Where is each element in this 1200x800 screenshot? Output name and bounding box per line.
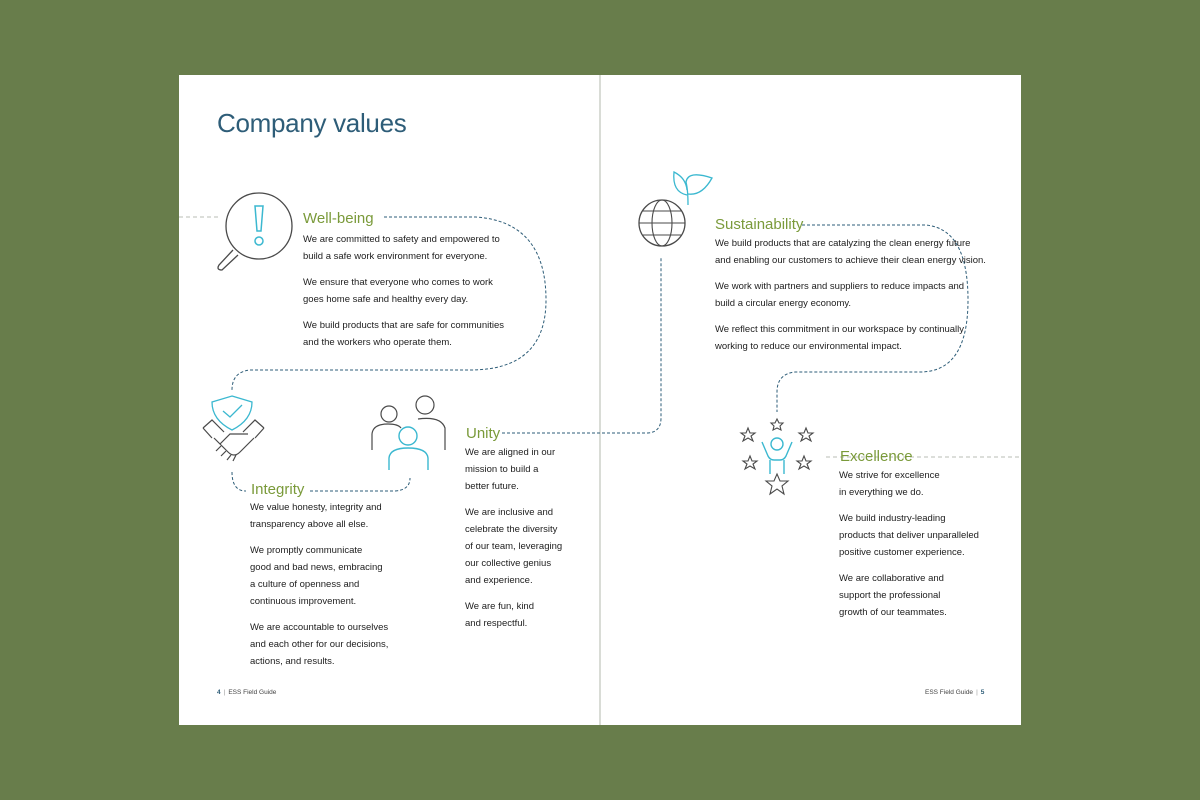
text-line: We are inclusive and bbox=[465, 507, 554, 518]
excellence-paragraph bbox=[839, 467, 1009, 501]
text-line: good and bad news, embracing bbox=[250, 562, 383, 573]
text-line: We ensure that everyone who comes to work bbox=[303, 277, 493, 288]
text-line: We build products that are safe for communities bbox=[303, 320, 505, 331]
text-line: goes home safe and healthy every day. bbox=[303, 294, 469, 305]
left-page-number: 4 bbox=[217, 689, 221, 696]
text-line: of our team, leveraging bbox=[465, 541, 563, 552]
integrity-paragraph bbox=[250, 619, 430, 670]
text-line: We promptly communicate bbox=[250, 545, 363, 556]
globe-sprout-icon bbox=[639, 172, 712, 246]
text-line: mission to build a bbox=[465, 464, 539, 475]
text-line: celebrate the diversity bbox=[465, 524, 558, 535]
wellbeing-paragraph bbox=[303, 317, 533, 351]
text-line: We reflect this commitment in our workspace by continually bbox=[715, 324, 965, 335]
page-title: Company values bbox=[217, 108, 407, 138]
right-page-number: 5 bbox=[980, 689, 985, 696]
right-footer-label: ESS Field Guide bbox=[925, 689, 974, 696]
wellbeing-paragraph bbox=[303, 274, 533, 308]
sustainability-paragraph bbox=[715, 321, 1010, 355]
text-line: products that deliver unparalleled bbox=[839, 530, 979, 541]
text-line: We work with partners and suppliers to reduce impacts and bbox=[715, 281, 965, 292]
text-line: build a safe work environment for everyone. bbox=[303, 251, 488, 262]
left-footer-label: ESS Field Guide bbox=[228, 689, 277, 696]
unity-heading: Unity bbox=[466, 425, 501, 442]
text-line: and experience. bbox=[465, 575, 533, 586]
text-line: a culture of openness and bbox=[250, 579, 360, 590]
text-line: We build industry-leading bbox=[839, 513, 946, 524]
text-line: We are accountable to ourselves bbox=[250, 622, 389, 633]
text-line: and respectful. bbox=[465, 618, 528, 629]
left-page-footer bbox=[217, 689, 276, 696]
text-line: and enabling our customers to achieve their clean energy vision. bbox=[715, 255, 986, 266]
sustainability-paragraph bbox=[715, 278, 1010, 312]
text-line: We are aligned in our bbox=[465, 447, 556, 458]
text-line: We build products that are catalyzing the clean energy future bbox=[715, 238, 971, 249]
text-line: We value honesty, integrity and bbox=[250, 502, 382, 513]
integrity-paragraph bbox=[250, 542, 430, 610]
integrity-paragraph bbox=[250, 499, 430, 533]
integrity-heading: Integrity bbox=[251, 481, 305, 498]
integrity-body bbox=[250, 499, 430, 679]
excellence-body bbox=[839, 467, 1009, 630]
text-line: build a circular energy economy. bbox=[715, 298, 852, 309]
unity-paragraph bbox=[465, 598, 585, 632]
text-line: working to reduce our environmental impact. bbox=[715, 341, 902, 352]
unity-body bbox=[465, 444, 585, 641]
text-line: We are fun, kind bbox=[465, 601, 535, 612]
footer-separator: | bbox=[223, 689, 226, 696]
wellbeing-paragraph bbox=[303, 231, 533, 265]
sustainability-body bbox=[715, 235, 1010, 364]
text-line: transparency above all else. bbox=[250, 519, 369, 530]
text-line: positive customer experience. bbox=[839, 547, 965, 558]
text-line: support the professional bbox=[839, 590, 941, 601]
excellence-paragraph bbox=[839, 510, 1009, 561]
star-achiever-icon bbox=[741, 419, 813, 494]
text-line: We are collaborative and bbox=[839, 573, 944, 584]
text-line: growth of our teammates. bbox=[839, 607, 947, 618]
excellence-paragraph bbox=[839, 570, 1009, 621]
sustainability-heading: Sustainability bbox=[715, 216, 804, 233]
text-line: better future. bbox=[465, 481, 519, 492]
alert-magnifier-icon bbox=[218, 193, 292, 270]
excellence-heading: Excellence bbox=[840, 448, 913, 465]
team-people-icon bbox=[372, 396, 445, 470]
text-line: We are committed to safety and empowered to bbox=[303, 234, 500, 245]
text-line: continuous improvement. bbox=[250, 596, 357, 607]
wellbeing-body bbox=[303, 231, 533, 360]
text-line: and each other for our decisions, bbox=[250, 639, 389, 650]
wellbeing-heading: Well-being bbox=[303, 210, 374, 227]
unity-paragraph bbox=[465, 504, 585, 589]
footer-separator: | bbox=[976, 689, 978, 696]
text-line: We strive for excellence bbox=[839, 470, 940, 481]
text-line: and the workers who operate them. bbox=[303, 337, 452, 348]
unity-paragraph bbox=[465, 444, 585, 495]
right-page-footer bbox=[925, 689, 984, 696]
text-line: our collective genius bbox=[465, 558, 552, 569]
text-line: actions, and results. bbox=[250, 656, 335, 667]
text-line: in everything we do. bbox=[839, 487, 924, 498]
handshake-shield-icon bbox=[203, 396, 264, 461]
sustainability-paragraph bbox=[715, 235, 1010, 269]
